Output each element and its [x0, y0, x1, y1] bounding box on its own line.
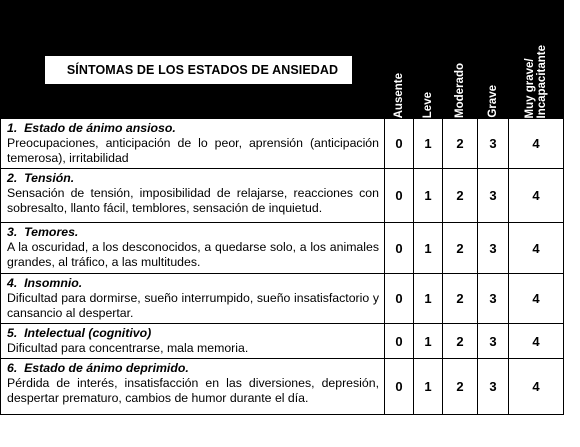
symptom-number: 5.	[7, 326, 18, 340]
symptom-title: Temores.	[24, 225, 79, 239]
table-row	[1, 359, 564, 415]
table-row	[1, 324, 564, 359]
score-ausente: 0	[385, 274, 414, 324]
column-label-leve: Leve	[422, 91, 434, 118]
symptom-cell	[1, 119, 385, 169]
score-ausente: 0	[385, 359, 414, 415]
symptom-name	[7, 171, 379, 186]
score-grave: 3	[478, 169, 509, 223]
symptom-cell	[1, 359, 385, 415]
table-title-cell	[1, 1, 385, 119]
table-row	[1, 223, 564, 274]
score-leve: 1	[414, 324, 443, 359]
table-row	[1, 169, 564, 223]
column-header-ausente	[385, 1, 414, 119]
symptom-description: Sensación de tensión, imposibilidad de relajarse, reacciones con sobresalto, llanto fácil, temblores, sensación de inquietud.	[7, 186, 379, 215]
symptom-number: 6.	[7, 361, 18, 375]
table-title: SÍNTOMAS DE LOS ESTADOS DE ANSIEDAD	[45, 56, 352, 84]
symptom-name	[7, 326, 379, 341]
column-label-muy-grave	[524, 41, 548, 119]
column-label-muy-grave-line2: Incapacitante	[536, 44, 548, 118]
column-header-grave	[478, 1, 509, 119]
column-header-muy-grave	[509, 1, 564, 119]
score-moderado: 2	[443, 324, 478, 359]
score-muy-grave: 4	[509, 169, 564, 223]
symptom-title: Insomnio.	[24, 276, 83, 290]
score-leve: 1	[414, 274, 443, 324]
table-row	[1, 119, 564, 169]
table-header-row	[1, 1, 564, 119]
score-ausente: 0	[385, 324, 414, 359]
symptom-description: A la oscuridad, a los desconocidos, a quedarse solo, a los animales grandes, al tráfico, a las multitudes.	[7, 240, 379, 269]
score-grave: 3	[478, 324, 509, 359]
symptom-name	[7, 225, 379, 240]
symptom-description: Preocupaciones, anticipación de lo peor, aprensión (anticipación temerosa), irritabilidad	[7, 136, 379, 165]
column-label-grave: Grave	[487, 85, 499, 118]
score-ausente: 0	[385, 119, 414, 169]
symptom-name	[7, 121, 379, 136]
symptom-cell	[1, 223, 385, 274]
score-grave: 3	[478, 274, 509, 324]
score-grave: 3	[478, 223, 509, 274]
column-header-leve	[414, 1, 443, 119]
column-label-ausente: Ausente	[393, 72, 405, 118]
symptom-title: Tensión.	[24, 171, 75, 185]
symptom-description: Pérdida de interés, insatisfacción en las diversiones, depresión, despertar prematuro, cambios de humor durante el día.	[7, 376, 379, 405]
symptom-description: Dificultad para dormirse, sueño interrumpido, sueño insatisfactorio y cansancio al despertar.	[7, 291, 379, 320]
column-label-muy-grave-line1: Muy grave/	[524, 57, 536, 118]
table-body	[1, 119, 564, 415]
score-muy-grave: 4	[509, 274, 564, 324]
score-ausente: 0	[385, 169, 414, 223]
symptom-number: 2.	[7, 171, 18, 185]
table-row	[1, 274, 564, 324]
score-muy-grave: 4	[509, 119, 564, 169]
symptom-name	[7, 361, 379, 376]
score-moderado: 2	[443, 223, 478, 274]
score-leve: 1	[414, 359, 443, 415]
score-muy-grave: 4	[509, 223, 564, 274]
score-ausente: 0	[385, 223, 414, 274]
score-moderado: 2	[443, 169, 478, 223]
symptom-title: Estado de ánimo deprimido.	[24, 361, 189, 375]
symptom-cell	[1, 324, 385, 359]
score-moderado: 2	[443, 359, 478, 415]
score-leve: 1	[414, 223, 443, 274]
symptom-cell	[1, 169, 385, 223]
symptom-name	[7, 276, 379, 291]
symptom-number: 1.	[7, 121, 18, 135]
symptom-cell	[1, 274, 385, 324]
symptom-title: Intelectual (cognitivo)	[24, 326, 152, 340]
symptom-title: Estado de ánimo ansioso.	[24, 121, 176, 135]
score-leve: 1	[414, 119, 443, 169]
score-grave: 3	[478, 359, 509, 415]
score-moderado: 2	[443, 274, 478, 324]
symptom-description: Dificultad para concentrarse, mala memoria.	[7, 341, 249, 355]
symptom-number: 3.	[7, 225, 18, 239]
score-leve: 1	[414, 169, 443, 223]
score-moderado: 2	[443, 119, 478, 169]
column-label-moderado: Moderado	[454, 63, 466, 118]
score-grave: 3	[478, 119, 509, 169]
symptom-number: 4.	[7, 276, 18, 290]
score-muy-grave: 4	[509, 359, 564, 415]
column-header-moderado	[443, 1, 478, 119]
score-muy-grave: 4	[509, 324, 564, 359]
